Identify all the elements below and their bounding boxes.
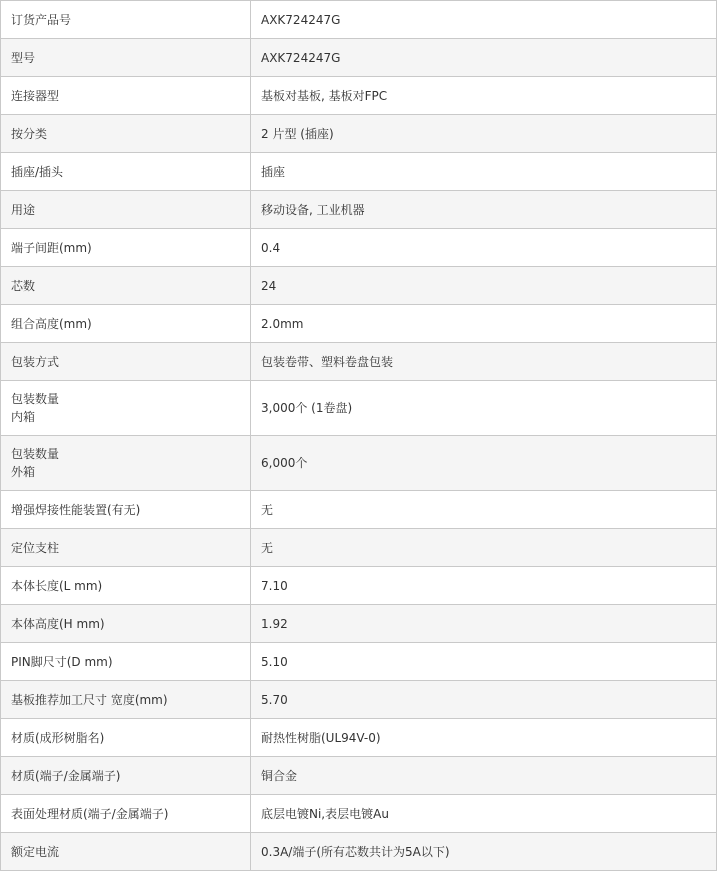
row-value: 0.3A/端子(所有芯数共计为5A以下) <box>251 833 717 871</box>
table-row <box>1 833 717 871</box>
row-label: 端子间距(mm) <box>1 229 251 267</box>
row-value: 耐热性树脂(UL94V-0) <box>251 719 717 757</box>
row-value: 移动设备, 工业机器 <box>251 191 717 229</box>
table-row <box>1 491 717 529</box>
row-label-line-1: 包装数量 <box>11 392 60 406</box>
row-label-line-2: 内箱 <box>11 410 36 424</box>
table-row <box>1 343 717 381</box>
row-label: 芯数 <box>1 267 251 305</box>
row-value: 3,000个 (1卷盘) <box>251 381 717 436</box>
row-value: 2.0mm <box>251 305 717 343</box>
row-label: 型号 <box>1 39 251 77</box>
table-row <box>1 605 717 643</box>
row-label: 插座/插头 <box>1 153 251 191</box>
table-row <box>1 643 717 681</box>
row-label: 订货产品号 <box>1 1 251 39</box>
row-label: 用途 <box>1 191 251 229</box>
row-value: 6,000个 <box>251 436 717 491</box>
row-label: 包装方式 <box>1 343 251 381</box>
row-label: 表面处理材质(端子/金属端子) <box>1 795 251 833</box>
table-row <box>1 77 717 115</box>
row-value: 铜合金 <box>251 757 717 795</box>
row-label: 材质(成形树脂名) <box>1 719 251 757</box>
row-value: 5.70 <box>251 681 717 719</box>
table-row <box>1 267 717 305</box>
row-label: 定位支柱 <box>1 529 251 567</box>
row-value: 无 <box>251 491 717 529</box>
row-label: PIN脚尺寸(D mm) <box>1 643 251 681</box>
table-row <box>1 305 717 343</box>
row-value: 1.92 <box>251 605 717 643</box>
row-value: AXK724247G <box>251 1 717 39</box>
table-row <box>1 115 717 153</box>
table-row <box>1 757 717 795</box>
row-value: 7.10 <box>251 567 717 605</box>
table-row <box>1 681 717 719</box>
row-label: 材质(端子/金属端子) <box>1 757 251 795</box>
row-value: 5.10 <box>251 643 717 681</box>
table-row <box>1 567 717 605</box>
row-label: 本体长度(L mm) <box>1 567 251 605</box>
row-value: 2 片型 (插座) <box>251 115 717 153</box>
row-label-line-1: 包装数量 <box>11 447 60 461</box>
row-label <box>1 436 251 491</box>
row-value: 无 <box>251 529 717 567</box>
table-row <box>1 719 717 757</box>
table-row <box>1 436 717 491</box>
row-value: 插座 <box>251 153 717 191</box>
row-label-line-2: 外箱 <box>11 465 36 479</box>
row-value: 包装卷带、塑料卷盘包装 <box>251 343 717 381</box>
row-label: 连接器型 <box>1 77 251 115</box>
table-row <box>1 191 717 229</box>
table-row <box>1 529 717 567</box>
table-row <box>1 229 717 267</box>
row-value: AXK724247G <box>251 39 717 77</box>
row-label: 本体高度(H mm) <box>1 605 251 643</box>
row-value: 0.4 <box>251 229 717 267</box>
table-row <box>1 795 717 833</box>
row-label: 增强焊接性能装置(有无) <box>1 491 251 529</box>
row-label: 基板推荐加工尺寸 宽度(mm) <box>1 681 251 719</box>
row-label: 额定电流 <box>1 833 251 871</box>
row-label: 按分类 <box>1 115 251 153</box>
table-row <box>1 381 717 436</box>
row-label: 组合高度(mm) <box>1 305 251 343</box>
row-value: 底层电镀Ni,表层电镀Au <box>251 795 717 833</box>
row-value: 24 <box>251 267 717 305</box>
table-row <box>1 39 717 77</box>
row-label <box>1 381 251 436</box>
table-row <box>1 153 717 191</box>
table-row <box>1 1 717 39</box>
row-value: 基板对基板, 基板对FPC <box>251 77 717 115</box>
